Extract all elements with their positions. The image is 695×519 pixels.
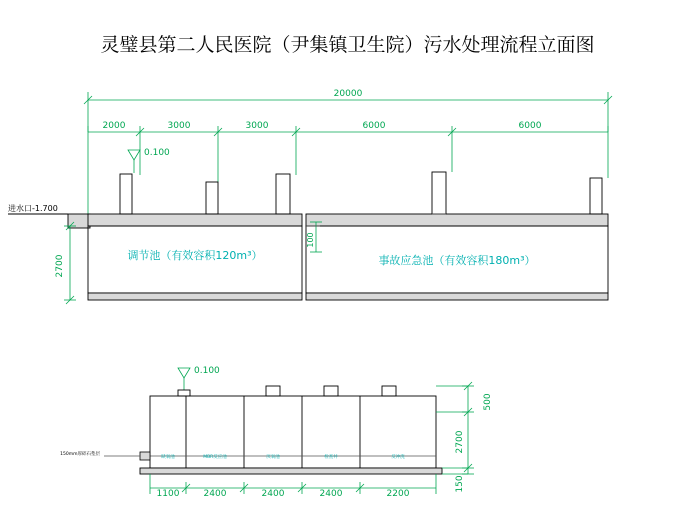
pipe-bedding-label: 150mm厚碎石垫层: [60, 452, 100, 457]
segment-dim-1: 2000: [102, 121, 126, 131]
lower-tank-label-2: MBR反应池: [203, 455, 227, 460]
lower-riser-stacks: [178, 386, 396, 396]
segment-dim-5: 6000: [518, 121, 542, 131]
lower-tank-label-1: 缺氧池: [161, 455, 175, 460]
lower-dim-5: 2200: [386, 489, 410, 499]
segment-dim-3: 3000: [245, 121, 269, 131]
lower-level-label: 0.100: [194, 366, 220, 376]
tank-label-emergency: 事故应急池（有效容积180m³）: [378, 254, 536, 267]
segment-dim-4: 6000: [362, 121, 386, 131]
lower-dim-4: 2400: [319, 489, 343, 499]
lower-inlet-pipe: [104, 452, 150, 460]
tank-label-regulating: 调节池（有效容积120m³）: [127, 249, 263, 262]
lower-right-dim-3: 150: [455, 475, 465, 493]
lower-right-dimension-line: [436, 382, 474, 474]
upper-riser-stacks: [120, 172, 602, 214]
page-title: 灵璧县第二人民医院（尹集镇卫生院）污水处理流程立面图: [100, 34, 595, 56]
overall-dim-label: 20000: [333, 89, 363, 99]
segment-dim-2: 3000: [167, 121, 191, 131]
upper-height-label: 2700: [55, 254, 65, 278]
lower-tank-label-3: 厌氧池: [266, 455, 280, 460]
upper-level-marker: [128, 150, 140, 173]
lower-right-dim-2: 2700: [455, 430, 465, 454]
lower-dim-1: 1100: [156, 489, 180, 499]
inlet-label: 进水口-1.700: [8, 204, 58, 213]
upper-wall-gap-label: 100: [306, 232, 315, 248]
upper-height-dimension: [64, 222, 76, 304]
lower-tank-label-4: 检查井: [324, 455, 338, 460]
upper-level-label: 0.100: [144, 148, 170, 158]
lower-right-dim-1: 500: [483, 393, 493, 411]
lower-level-marker: [178, 368, 190, 390]
lower-dim-2: 2400: [203, 489, 227, 499]
lower-dim-3: 2400: [261, 489, 285, 499]
lower-structure-body: [140, 396, 442, 474]
lower-tank-label-5: 反冲洗: [391, 455, 405, 460]
